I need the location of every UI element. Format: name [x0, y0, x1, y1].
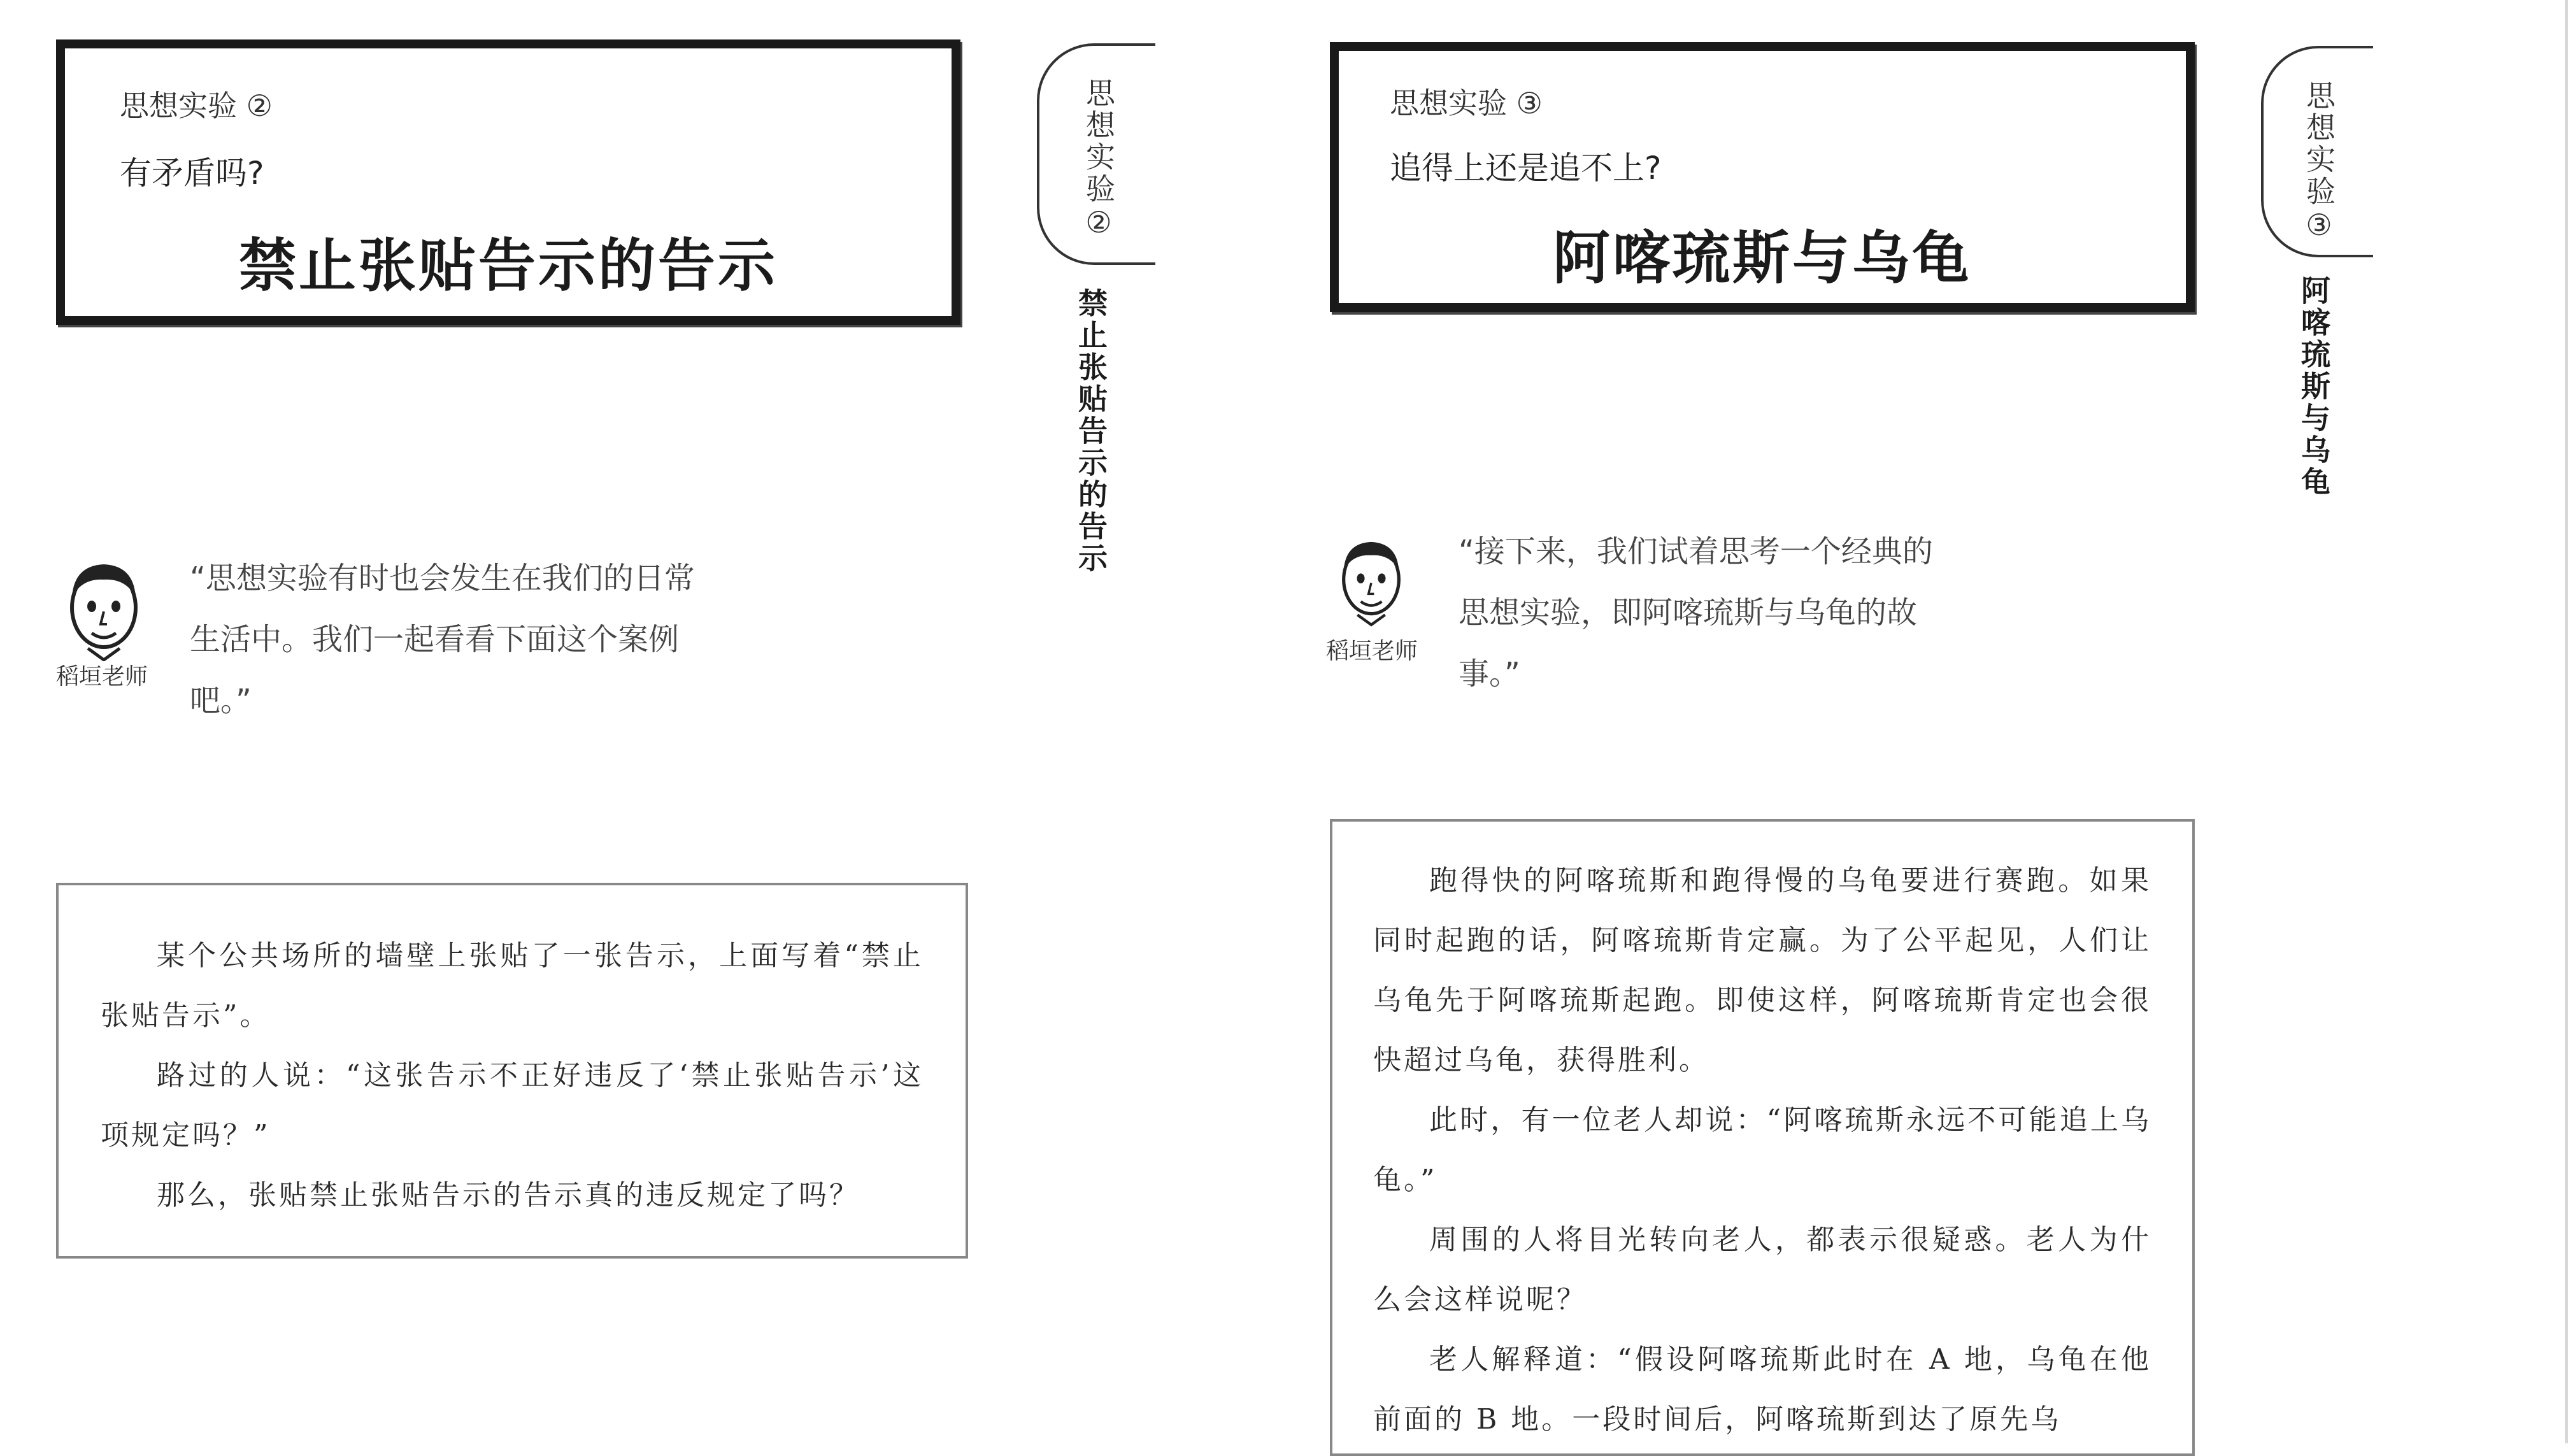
teacher-face-icon [56, 553, 152, 661]
teacher-avatar [1326, 531, 1438, 671]
experiment-title-box [56, 39, 960, 325]
story-box [56, 883, 968, 1259]
experiment-title: 阿喀琉斯与乌龟 [1553, 225, 1972, 292]
experiment-label: 思想实验 ② [120, 89, 273, 123]
story-paragraph: 某个公共场所的墙壁上张贴了一张告示，上面写着“禁止张贴告示”。 [101, 939, 924, 1032]
side-chapter-title: 禁止张贴告示的告示 [1074, 288, 1108, 575]
teacher-name: 稻垣老师 [56, 664, 148, 690]
story-paragraph: 路过的人说：“这张告示不正好违反了‘禁止张贴告示’这项规定吗？” [101, 1059, 924, 1152]
page-edge [2565, 0, 2568, 1443]
story-paragraph: 此时，有一位老人却说：“阿喀琉斯永远不可能追上乌龟。” [1373, 1104, 2151, 1196]
experiment-subtitle: 追得上还是追不上? [1390, 150, 1662, 187]
story-paragraph: 周围的人将目光转向老人，都表示很疑惑。老人为什么会这样说呢？ [1373, 1224, 2151, 1316]
story-paragraph: 那么，张贴禁止张贴告示的告示真的违反规定了吗？ [157, 1179, 860, 1211]
teacher-quote: “思想实验有时也会发生在我们的日常生活中。我们一起看看下面这个案例吧。” [190, 560, 695, 718]
experiment-subtitle: 有矛盾吗? [120, 155, 264, 192]
side-tab-text: 思想实验② [1081, 78, 1116, 242]
teacher-face-icon [1330, 531, 1413, 627]
story-paragraph: 老人解释道：“假设阿喀琉斯此时在 A 地，乌龟在他前面的 B 地。一段时间后，阿喀琉斯到达了原先乌 [1373, 1343, 2151, 1436]
story-box [1330, 819, 2195, 1456]
teacher-quote: “接下来，我们试着思考一个经典的思想实验，即阿喀琉斯与乌龟的故事。” [1459, 534, 1933, 692]
teacher-avatar [56, 553, 164, 693]
experiment-title: 禁止张贴告示的告示 [239, 232, 778, 299]
left-page [0, 0, 1166, 1443]
side-chapter-title: 阿喀琉斯与乌龟 [2297, 275, 2331, 498]
experiment-label: 思想实验 ③ [1390, 86, 1543, 120]
chapter-side-tab [2261, 46, 2373, 257]
teacher-name: 稻垣老师 [1326, 638, 1418, 664]
chapter-side-tab [1037, 43, 1155, 265]
right-page [1274, 0, 2568, 1443]
story-paragraph: 跑得快的阿喀琉斯和跑得慢的乌龟要进行赛跑。如果同时起跑的话，阿喀琉斯肯定赢。为了公平起见，人们让乌龟先于阿喀琉斯起跑。即使这样，阿喀琉斯肯定也会很快超过乌龟，获得胜利。 [1373, 864, 2151, 1076]
experiment-title-box [1330, 42, 2195, 312]
side-tab-text: 思想实验③ [2302, 80, 2336, 245]
